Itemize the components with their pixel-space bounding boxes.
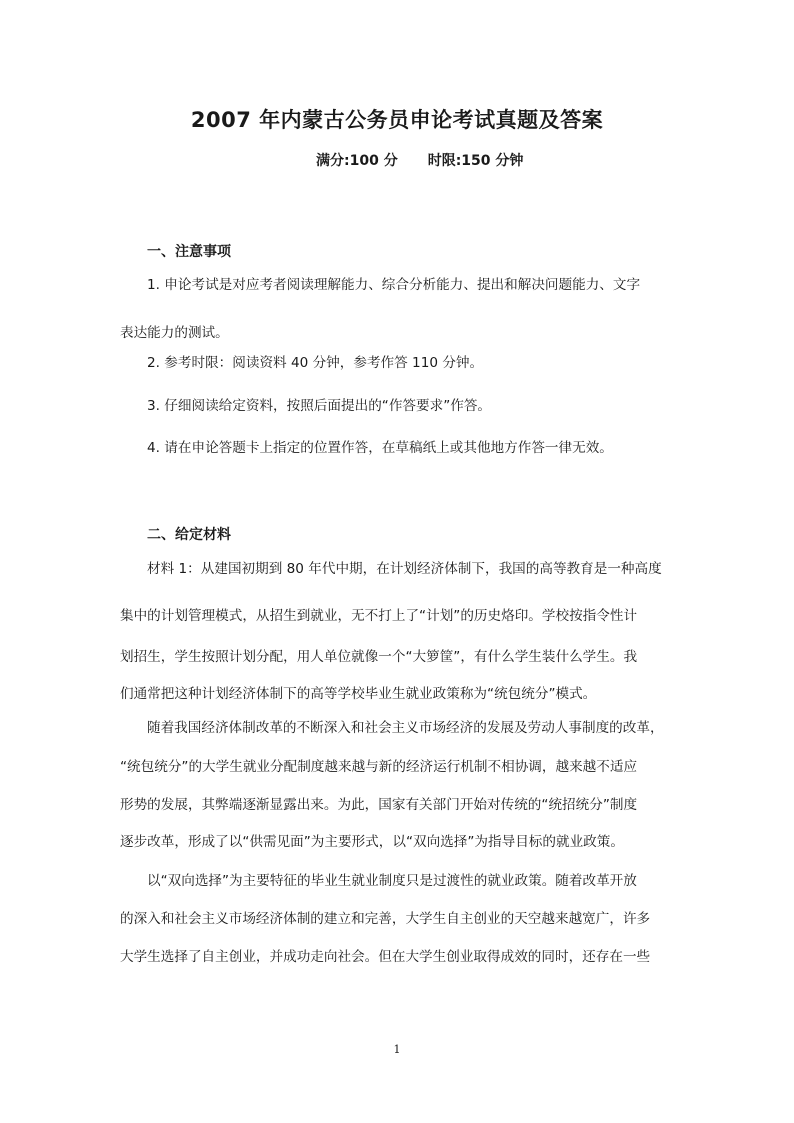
material-line: 以“双向选择”为主要特征的毕业生就业制度只是过渡性的就业政策。随着改革开放 <box>147 873 637 889</box>
notes-line: 3. 仔细阅读给定资料，按照后面提出的“作答要求”作答。 <box>147 398 492 414</box>
notes-line: 2. 参考时限：阅读资料 40 分钟，参考作答 110 分钟。 <box>147 355 484 371</box>
material-line: 集中的计划管理模式，从招生到就业，无不打上了“计划”的历史烙印。学校按指令性计 <box>120 608 638 624</box>
section-heading-notes: 一、注意事项 <box>147 244 231 260</box>
material-line: 材料 1：从建国初期到 80 年代中期，在计划经济体制下，我国的高等教育是一种高度 <box>147 561 662 577</box>
score-label: 满分:100 分 <box>316 153 398 169</box>
exam-meta <box>316 150 523 170</box>
material-line: 大学生选择了自主创业，并成功走向社会。但在大学生创业取得成效的同时，还存在一些 <box>120 949 651 965</box>
material-line: “统包统分”的大学生就业分配制度越来越与新的经济运行机制不相协调，越来越不适应 <box>120 759 638 775</box>
material-line: 的深入和社会主义市场经济体制的建立和完善，大学生自主创业的天空越来越宽广，许多 <box>120 911 651 927</box>
material-line: 逐步改革，形成了以“供需见面”为主要形式，以“双向选择”为指导目标的就业政策。 <box>120 834 624 850</box>
material-line: 形势的发展，其弊端逐渐显露出来。为此，国家有关部门开始对传统的“统招统分”制度 <box>120 797 638 813</box>
notes-line: 4. 请在申论答题卡上指定的位置作答，在草稿纸上或其他地方作答一律无效。 <box>147 440 613 456</box>
notes-line: 表达能力的测试。 <box>120 325 229 341</box>
material-line: 们通常把这种计划经济体制下的高等学校毕业生就业政策称为“统包统分”模式。 <box>120 686 597 702</box>
section-heading-materials: 二、给定材料 <box>147 527 231 543</box>
document-title: 2007 年内蒙古公务员申论考试真题及答案 <box>190 108 604 132</box>
notes-line: 1. 申论考试是对应考者阅读理解能力、综合分析能力、提出和解决问题能力、文字 <box>147 277 641 293</box>
time-label: 时限:150 分钟 <box>427 153 524 169</box>
material-line: 划招生，学生按照计划分配，用人单位就像一个“大箩筐”，有什么学生装什么学生。我 <box>120 649 638 665</box>
page-number: 1 <box>393 1043 401 1056</box>
material-line: 随着我国经济体制改革的不断深入和社会主义市场经济的发展及劳动人事制度的改革， <box>147 720 664 736</box>
